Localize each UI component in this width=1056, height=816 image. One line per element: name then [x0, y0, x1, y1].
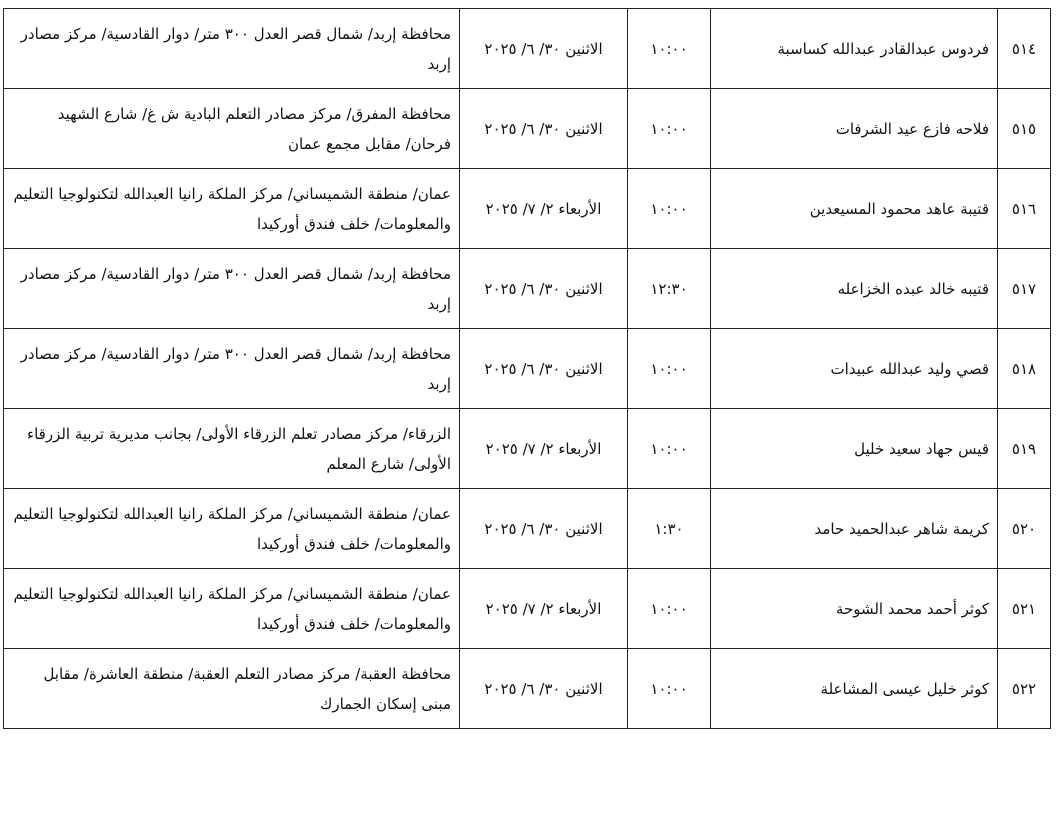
row-number: ٥١٥	[998, 89, 1051, 169]
exam-time: ١٢:٣٠	[628, 249, 711, 329]
row-number: ٥١٨	[998, 329, 1051, 409]
candidate-name: قتيبه خالد عبده الخزاعله	[711, 249, 998, 329]
exam-date: الاثنين ٣٠/ ٦/ ٢٠٢٥	[460, 9, 628, 89]
row-number: ٥٢٠	[998, 489, 1051, 569]
exam-time: ١٠:٠٠	[628, 329, 711, 409]
exam-date: الأربعاء ٢/ ٧/ ٢٠٢٥	[460, 409, 628, 489]
candidate-name: كوثر أحمد محمد الشوحة	[711, 569, 998, 649]
row-number: ٥١٧	[998, 249, 1051, 329]
exam-time: ١٠:٠٠	[628, 409, 711, 489]
exam-location: محافظة إربد/ شمال قصر العدل ٣٠٠ متر/ دوار القادسية/ مركز مصادر إربد	[4, 329, 460, 409]
table-row	[4, 649, 1051, 729]
candidate-name: قصي وليد عبدالله عبيدات	[711, 329, 998, 409]
exam-date: الاثنين ٣٠/ ٦/ ٢٠٢٥	[460, 249, 628, 329]
candidate-name: قتيبة عاهد محمود المسيعدين	[711, 169, 998, 249]
exam-date: الاثنين ٣٠/ ٦/ ٢٠٢٥	[460, 89, 628, 169]
row-number: ٥٢٢	[998, 649, 1051, 729]
exam-date: الاثنين ٣٠/ ٦/ ٢٠٢٥	[460, 329, 628, 409]
table-row	[4, 409, 1051, 489]
candidate-name: كوثر خليل عيسى المشاعلة	[711, 649, 998, 729]
exam-time: ١٠:٠٠	[628, 649, 711, 729]
exam-location: عمان/ منطقة الشميساني/ مركز الملكة رانيا العبدالله لتكنولوجيا التعليم والمعلومات/ خلف فندق أوركيدا	[4, 489, 460, 569]
exam-time: ١٠:٠٠	[628, 9, 711, 89]
row-number: ٥١٦	[998, 169, 1051, 249]
table-row	[4, 249, 1051, 329]
exam-date: الاثنين ٣٠/ ٦/ ٢٠٢٥	[460, 489, 628, 569]
candidate-name: فلاحه فازع عيد الشرفات	[711, 89, 998, 169]
table-row	[4, 169, 1051, 249]
exam-date: الاثنين ٣٠/ ٦/ ٢٠٢٥	[460, 649, 628, 729]
table-row	[4, 489, 1051, 569]
candidate-name: فردوس عبدالقادر عبدالله كساسبة	[711, 9, 998, 89]
candidate-name: كريمة شاهر عبدالحميد حامد	[711, 489, 998, 569]
exam-time: ١:٣٠	[628, 489, 711, 569]
exam-date: الأربعاء ٢/ ٧/ ٢٠٢٥	[460, 569, 628, 649]
exam-location: محافظة العقبة/ مركز مصادر التعلم العقبة/ منطقة العاشرة/ مقابل مبنى إسكان الجمارك	[4, 649, 460, 729]
row-number: ٥١٤	[998, 9, 1051, 89]
table-row	[4, 329, 1051, 409]
exam-time: ١٠:٠٠	[628, 169, 711, 249]
schedule-table	[3, 8, 1051, 729]
exam-date: الأربعاء ٢/ ٧/ ٢٠٢٥	[460, 169, 628, 249]
table-row	[4, 569, 1051, 649]
exam-location: محافظة إربد/ شمال قصر العدل ٣٠٠ متر/ دوار القادسية/ مركز مصادر إربد	[4, 9, 460, 89]
schedule-body	[4, 9, 1051, 729]
exam-location: عمان/ منطقة الشميساني/ مركز الملكة رانيا العبدالله لتكنولوجيا التعليم والمعلومات/ خلف فندق أوركيدا	[4, 169, 460, 249]
exam-location: محافظة المفرق/ مركز مصادر التعلم البادية ش غ/ شارع الشهيد فرحان/ مقابل مجمع عمان	[4, 89, 460, 169]
exam-time: ١٠:٠٠	[628, 569, 711, 649]
candidate-name: قيس جهاد سعيد خليل	[711, 409, 998, 489]
row-number: ٥١٩	[998, 409, 1051, 489]
exam-location: محافظة إربد/ شمال قصر العدل ٣٠٠ متر/ دوار القادسية/ مركز مصادر إربد	[4, 249, 460, 329]
exam-time: ١٠:٠٠	[628, 89, 711, 169]
table-row	[4, 89, 1051, 169]
exam-location: عمان/ منطقة الشميساني/ مركز الملكة رانيا العبدالله لتكنولوجيا التعليم والمعلومات/ خلف فندق أوركيدا	[4, 569, 460, 649]
table-row	[4, 9, 1051, 89]
exam-location: الزرقاء/ مركز مصادر تعلم الزرقاء الأولى/ بجانب مديرية تربية الزرقاء الأولى/ شارع المعلم	[4, 409, 460, 489]
row-number: ٥٢١	[998, 569, 1051, 649]
